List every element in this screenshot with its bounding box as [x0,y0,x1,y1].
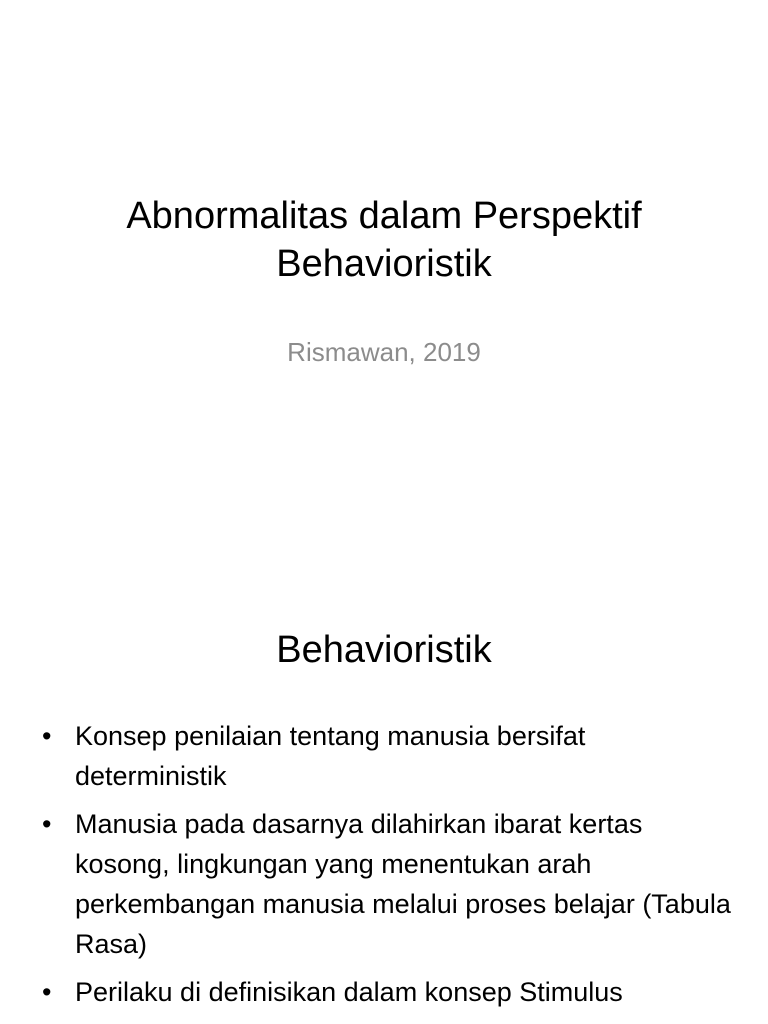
bullet-text: Manusia pada dasarnya dilahirkan ibarat kertas kosong, lingkungan yang menentukan arah perkembangan manusia melalui proses belajar (Tabula Rasa) [75,809,731,959]
bullet-icon: • [42,721,52,751]
bullet-item [42,804,742,964]
slide-subtitle: Rismawan, 2019 [287,337,481,367]
bullet-icon: • [42,977,52,1007]
bullet-text: Perilaku di definisikan dalam konsep Stimulus [75,977,623,1007]
bullet-item [42,972,742,1012]
bullet-item [42,716,742,796]
slide-heading: Behavioristik [276,629,492,671]
bullet-list [42,716,742,1020]
bullet-icon: • [42,809,52,839]
content-slide [0,576,768,1024]
slide-title: Abnormalitas dalam Perspektif Behavioristik [126,195,642,285]
bullet-text: Konsep penilaian tentang manusia bersifat deterministik [75,721,586,791]
